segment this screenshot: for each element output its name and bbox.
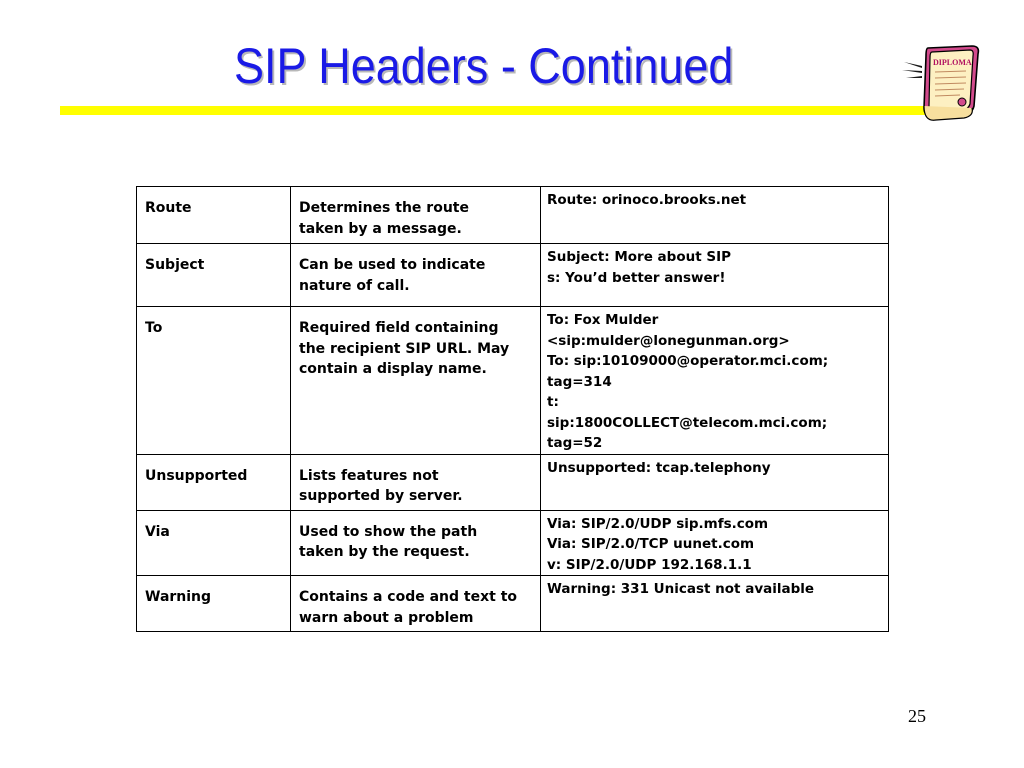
header-name-cell: Unsupported [137,454,291,510]
page-number: 25 [908,706,926,726]
header-description-cell: Contains a code and text to warn about a problem [291,576,541,632]
diploma-label: DIPLOMA [933,58,972,67]
header-name-cell: Warning [137,576,291,632]
header-name-cell: Subject [137,244,291,307]
header-description-cell: Used to show the path taken by the request. [291,510,541,576]
speed-lines [902,62,922,78]
header-description-cell: Determines the route taken by a message. [291,187,541,244]
header-name-cell: To [137,307,291,455]
header-example-cell: To: Fox Mulder <sip:mulder@lonegunman.org> To: sip:10109000@operator.mci.com; tag=314 t: sip:1800COLLECT@telecom.mci.com; tag=52 [541,307,889,455]
header-example-cell: Warning: 331 Unicast not available [541,576,889,632]
table-row [137,510,889,576]
header-description-cell: Required field containing the recipient SIP URL. May contain a display name. [291,307,541,455]
header-example-cell: Unsupported: tcap.telephony [541,454,889,510]
table-row [137,307,889,455]
header-name-cell: Route [137,187,291,244]
header-example-cell: Subject: More about SIP s: You’d better answer! [541,244,889,307]
header-name-cell: Via [137,510,291,576]
table-row [137,244,889,307]
table-row [137,576,889,632]
sip-headers-table [136,186,889,632]
header-description-cell: Lists features not supported by server. [291,454,541,510]
header-description-cell: Can be used to indicate nature of call. [291,244,541,307]
title-underline [60,106,946,115]
slide-title: SIP Headers - Continued [234,38,734,94]
header-example-cell: Route: orinoco.brooks.net [541,187,889,244]
table-row [137,187,889,244]
table-row [137,454,889,510]
diploma-icon [902,40,982,130]
header-example-cell: Via: SIP/2.0/UDP sip.mfs.com Via: SIP/2.0/TCP uunet.com v: SIP/2.0/UDP 192.168.1.1 [541,510,889,576]
